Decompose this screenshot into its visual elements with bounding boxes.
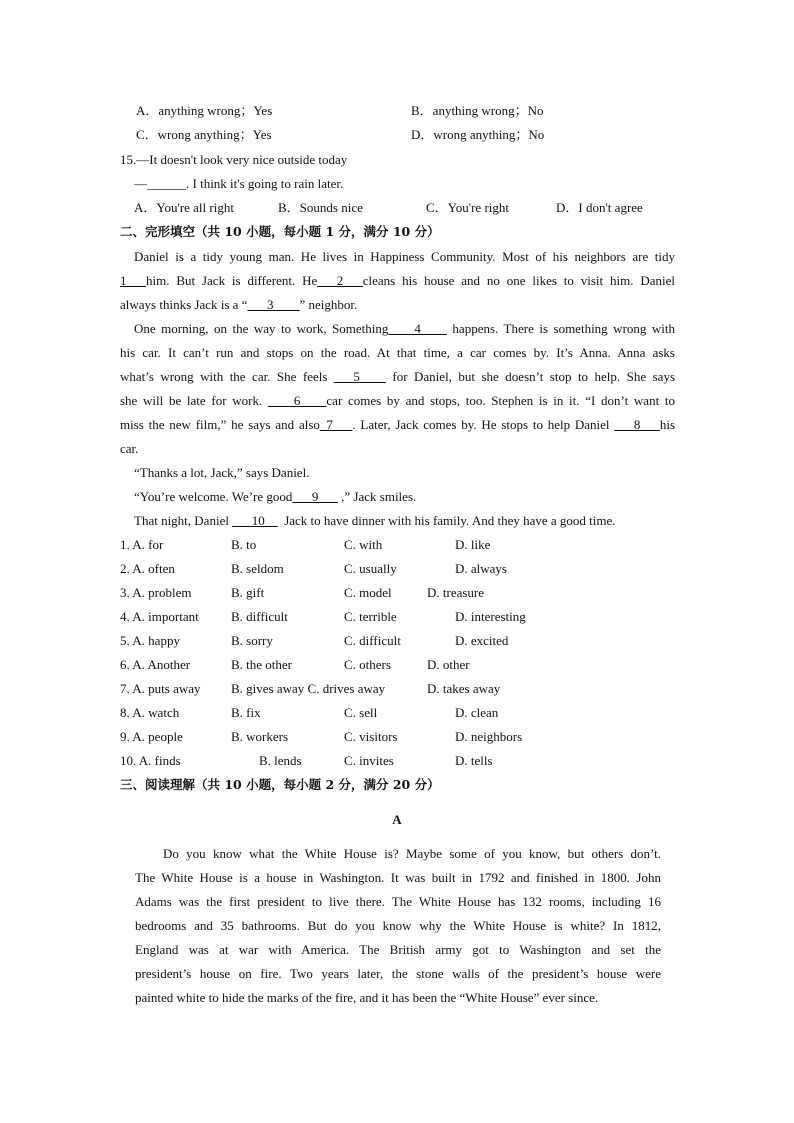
passage-line: bedrooms and 35 bathrooms. But do you know why the White House is white? In 1812, [135, 918, 661, 933]
passage-line: The White House is a house in Washington. It was built in 1792 and finished in 1800. John [135, 870, 661, 885]
cloze-text: One morning, on the way to work, Something [134, 321, 389, 336]
choice-4-d: D. interesting [455, 609, 526, 624]
choice-3-d: D. treasure [427, 585, 485, 600]
choice-6-a: 6. A. Another [120, 657, 191, 672]
passage-line: England was at war with America. The British army got to Washington and set the [135, 942, 661, 957]
cloze-line-9: car. [120, 441, 139, 456]
q15-option-d: D．I don't agree [556, 200, 643, 215]
section3-heading: 三、阅读理解（共 10 小题，每小题 2 分，满分 20 分） [120, 777, 440, 792]
choice-8-b: B. fix [231, 705, 261, 720]
q14-option-b: B．anything wrong；No [411, 103, 544, 118]
choice-2-c: C. usually [344, 561, 397, 576]
choice-4-a: 4. A. important [120, 609, 199, 624]
cloze-text: Jack to have dinner with his family. And they have a good time. [277, 513, 616, 528]
choice-9-b: B. workers [231, 729, 289, 744]
choice-6-b: B. the other [231, 657, 293, 672]
choice-10-d: D. tells [455, 753, 493, 768]
choice-3-c: C. model [344, 585, 392, 600]
blank-6: ____6____ [267, 393, 327, 408]
choice-7-a: 7. A. puts away [120, 681, 201, 696]
cloze-line-5: his car. It can’t run and stops on the road. At that time, a car comes by. It’s Anna. Anna asks [120, 345, 675, 360]
cloze-text: cleans his house and no one likes to visit him. Daniel [362, 273, 675, 288]
blank-1: 1___ [120, 273, 146, 288]
choice-1-a: 1. A. for [120, 537, 164, 552]
choice-2-b: B. seldom [231, 561, 284, 576]
blank-5: ___5____ [333, 369, 386, 384]
choice-4-c: C. terrible [344, 609, 397, 624]
cloze-text: happens. There is something wrong with [446, 321, 676, 336]
choice-4-b: B. difficult [231, 609, 288, 624]
choice-3-a: 3. A. problem [120, 585, 192, 600]
choice-5-d: D. excited [455, 633, 509, 648]
q14-option-a: A．anything wrong；Yes [136, 103, 273, 118]
choice-9-d: D. neighbors [455, 729, 523, 744]
choice-7-d: D. takes away [427, 681, 501, 696]
choice-1-b: B. to [231, 537, 257, 552]
cloze-line-4 [134, 321, 675, 337]
blank-2: ___2___ [317, 273, 363, 288]
choice-8-a: 8. A. watch [120, 705, 180, 720]
cloze-text: . Later, Jack comes by. He stops to help Daniel [352, 417, 615, 432]
cloze-text: miss the new film,” he says and also [120, 417, 320, 432]
cloze-line-3 [120, 297, 357, 313]
choice-5-c: C. difficult [344, 633, 401, 648]
choice-3-b: B. gift [231, 585, 265, 600]
cloze-text: she will be late for work. [120, 393, 268, 408]
cloze-line-8 [120, 417, 675, 433]
cloze-text: ,” Jack smiles. [337, 489, 417, 504]
choice-6-c: C. others [344, 657, 391, 672]
q15-option-b: B．Sounds nice [278, 200, 363, 215]
choice-2-a: 2. A. often [120, 561, 175, 576]
q15-blank: ______ [147, 176, 186, 191]
cloze-text: That night, Daniel [134, 513, 233, 528]
passage-title: A [392, 812, 402, 827]
cloze-text: his [659, 417, 675, 432]
blank-10: ___10__ [232, 513, 278, 528]
cloze-text: always thinks Jack is a “ [120, 297, 248, 312]
passage-line: president’s house on fire. Two years later, the stone walls of the president’s house were [135, 966, 661, 981]
choice-10-a: 10. A. finds [120, 753, 181, 768]
choice-2-d: D. always [455, 561, 507, 576]
choice-5-b: B. sorry [231, 633, 273, 648]
blank-9: ___9___ [292, 489, 338, 504]
cloze-line-12 [134, 513, 616, 529]
choice-6-d: D. other [427, 657, 470, 672]
q15-reply [134, 176, 343, 192]
passage-line: Adams was the first president to live there. The White House has 132 rooms, including 16 [135, 894, 661, 909]
cloze-line-10: “Thanks a lot, Jack,” says Daniel. [134, 465, 310, 480]
cloze-text: him. But Jack is different. He [146, 273, 318, 288]
passage-line: Do you know what the White House is? Maybe some of you know, but others don’t. [163, 846, 661, 861]
choice-8-d: D. clean [455, 705, 499, 720]
cloze-text: car comes by and stops, too. Stephen is in it. “I don’t want to [326, 393, 675, 408]
q15-option-a: A．You're all right [134, 200, 234, 215]
q14-option-d: D．wrong anything；No [411, 127, 545, 142]
blank-3: ___3____ [247, 297, 300, 312]
choice-9-c: C. visitors [344, 729, 398, 744]
q14-option-c: C．wrong anything；Yes [136, 127, 272, 142]
choice-10-b: B. lends [259, 753, 302, 768]
q15-question: 15.—It doesn't look very nice outside today [120, 152, 348, 167]
section2-heading: 二、完形填空（共 10 小题，每小题 1 分，满分 10 分） [120, 224, 440, 239]
blank-7: _7___ [319, 417, 353, 432]
cloze-line-6 [120, 369, 675, 385]
passage-line: painted white to hide the marks of the fire, and it has been the “White House” ever since. [135, 990, 599, 1005]
choice-10-c: C. invites [344, 753, 394, 768]
blank-8: ___8___ [614, 417, 660, 432]
choice-8-c: C. sell [344, 705, 378, 720]
cloze-line-1: Daniel is a tidy young man. He lives in Happiness Community. Most of his neighbors are tidy [134, 249, 675, 264]
choice-5-a: 5. A. happy [120, 633, 180, 648]
cloze-line-7 [120, 393, 675, 409]
cloze-text: “You’re welcome. We’re good [134, 489, 293, 504]
q15-option-c: C．You're right [426, 200, 510, 215]
cloze-text: for Daniel, but she doesn’t stop to help. She says [385, 369, 676, 384]
choice-9-a: 9. A. people [120, 729, 183, 744]
q15-reply-dash: — [134, 176, 147, 191]
q15-reply-text: . I think it's going to rain later. [186, 176, 344, 191]
cloze-line-2 [120, 273, 675, 289]
cloze-text: ” neighbor. [299, 297, 358, 312]
choice-7-b: B. gives away C. drives away [231, 681, 386, 696]
cloze-line-11 [134, 489, 416, 505]
cloze-text: what’s wrong with the car. She feels [120, 369, 334, 384]
choice-1-d: D. like [455, 537, 491, 552]
blank-4: ____4____ [388, 321, 447, 336]
choice-1-c: C. with [344, 537, 383, 552]
